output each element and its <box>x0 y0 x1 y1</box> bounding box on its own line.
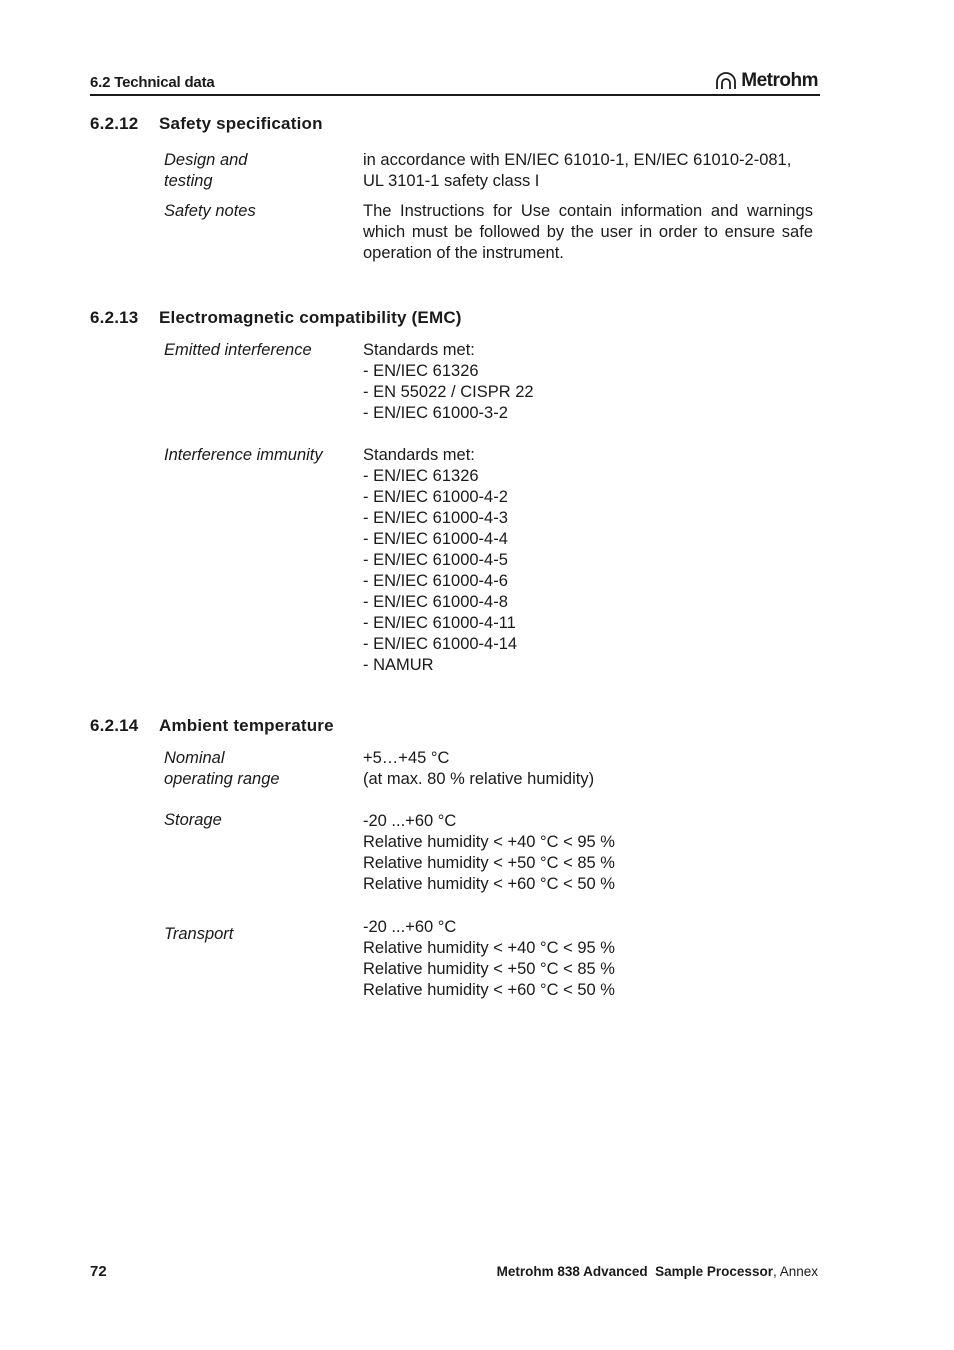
label-line: testing <box>164 172 213 190</box>
value-line: - EN/IEC 61000-4-14 <box>363 635 518 653</box>
storage-label: Storage <box>164 811 222 829</box>
value-line: +5…+45 °C <box>363 749 450 767</box>
interference-immunity-label: Interference immunity <box>164 446 323 464</box>
logo-wordmark: Metrohm <box>741 70 818 91</box>
value-line: Relative humidity < +50 °C < 85 % <box>363 960 615 978</box>
metrohm-logo-icon <box>715 70 737 90</box>
value-line: Relative humidity < +50 °C < 85 % <box>363 854 615 872</box>
section-title: Safety specification <box>159 114 323 133</box>
value-line: - EN/IEC 61000-4-4 <box>363 530 508 548</box>
metrohm-logo <box>715 70 818 90</box>
value-line: - EN/IEC 61000-3-2 <box>363 404 508 422</box>
safety-notes-label: Safety notes <box>164 202 256 220</box>
emitted-interference-value <box>363 340 534 424</box>
value-line: Relative humidity < +40 °C < 95 % <box>363 939 615 957</box>
value-line: - EN/IEC 61000-4-11 <box>363 614 516 632</box>
footer-document-title <box>497 1264 818 1279</box>
transport-value <box>363 917 615 1001</box>
interference-immunity-value <box>363 445 517 676</box>
header-section-title: 6.2 Technical data <box>90 74 215 91</box>
safety-notes-value: The Instructions for Use contain information and warnings which must be followed by the user in order to ensure safe operation of the instrument. <box>363 202 813 262</box>
label-line: Design and <box>164 151 248 169</box>
value-line: - EN/IEC 61000-4-5 <box>363 551 508 569</box>
section-title: Ambient temperature <box>159 716 334 735</box>
value-line: - EN/IEC 61000-4-8 <box>363 593 508 611</box>
value-line: Relative humidity < +40 °C < 95 % <box>363 833 615 851</box>
section-heading-safety <box>90 114 323 134</box>
value-line: Relative humidity < +60 °C < 50 % <box>363 875 615 893</box>
value-line: (at max. 80 % relative humidity) <box>363 770 595 788</box>
value-line: -20 ...+60 °C <box>363 812 457 830</box>
footer-title-suffix: , Annex <box>772 1264 818 1279</box>
nominal-operating-range-label <box>164 748 280 790</box>
design-testing-label <box>164 150 247 192</box>
value-line: UL 3101-1 safety class I <box>363 172 540 190</box>
nominal-operating-range-value <box>363 748 594 790</box>
label-line: operating range <box>164 770 280 788</box>
value-line: Standards met: <box>363 341 475 359</box>
value-line: - EN/IEC 61000-4-3 <box>363 509 508 527</box>
value-line: - EN/IEC 61326 <box>363 467 479 485</box>
design-testing-value <box>363 150 791 192</box>
page-header <box>90 66 820 96</box>
transport-label: Transport <box>164 925 234 943</box>
value-line: in accordance with EN/IEC 61010-1, EN/IEC 61010-2-081, <box>363 151 792 169</box>
value-line: - EN/IEC 61000-4-6 <box>363 572 508 590</box>
label-line: Nominal <box>164 749 225 767</box>
value-line: - EN 55022 / CISPR 22 <box>363 383 534 401</box>
value-line: Standards met: <box>363 446 475 464</box>
storage-value <box>363 811 615 895</box>
section-number: 6.2.14 <box>90 716 139 735</box>
section-heading-emc <box>90 308 462 328</box>
section-heading-ambient <box>90 716 334 736</box>
section-title: Electromagnetic compatibility (EMC) <box>159 308 462 327</box>
section-number: 6.2.13 <box>90 308 139 327</box>
page-number: 72 <box>90 1263 107 1280</box>
footer-title-bold: Metrohm 838 Advanced Sample Processor <box>496 1264 773 1279</box>
value-line: - NAMUR <box>363 656 434 674</box>
value-line: -20 ...+60 °C <box>363 918 457 936</box>
value-line: - EN/IEC 61000-4-2 <box>363 488 508 506</box>
value-line: Relative humidity < +60 °C < 50 % <box>363 981 615 999</box>
emitted-interference-label: Emitted interference <box>164 341 312 359</box>
value-line: - EN/IEC 61326 <box>363 362 479 380</box>
section-number: 6.2.12 <box>90 114 139 133</box>
